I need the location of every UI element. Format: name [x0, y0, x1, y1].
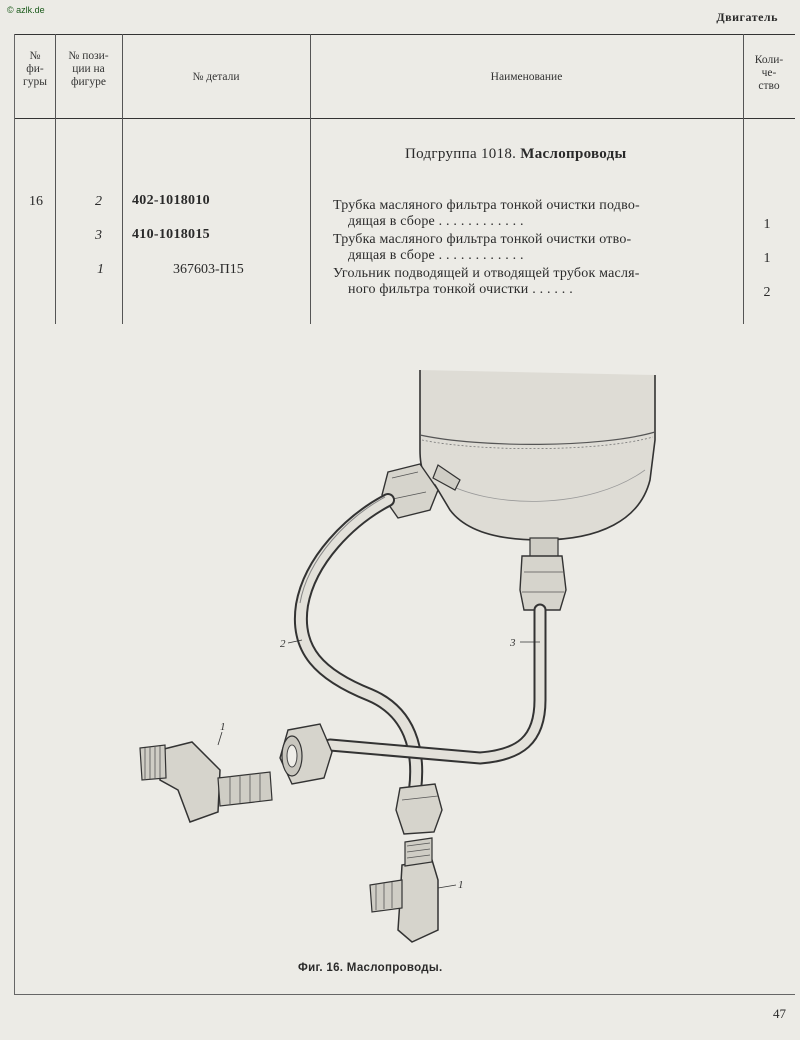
header-line: гуры [23, 76, 47, 88]
header-quantity [743, 54, 795, 93]
pipe-nut-right [520, 556, 566, 610]
elbow-fitting-left [140, 742, 272, 822]
callout-label: 1 [458, 879, 464, 891]
header-figure-no [15, 50, 55, 89]
subgroup-prefix: Подгруппа 1018. [405, 146, 517, 162]
name-line: дящая в сборе . . . . . . . . . . . . [348, 248, 524, 263]
row-part-no: 367603-П15 [173, 262, 244, 277]
watermark: © azlk.de [7, 5, 45, 15]
header-part-no: № детали [192, 71, 240, 83]
filter-housing [420, 370, 655, 560]
row-name [333, 198, 743, 230]
name-line: ного фильтра тонкой очистки . . . . . . [348, 282, 573, 297]
name-line: Трубка масляного фильтра тонкой очистки отво- [333, 232, 632, 247]
running-head: Двигатель [716, 10, 778, 24]
header-position-no [55, 50, 122, 89]
name-line: Угольник подводящей и отводящей трубок масля- [333, 266, 640, 281]
header-line: ство [758, 80, 780, 92]
header-line: ции на [72, 63, 105, 75]
name-line: дящая в сборе . . . . . . . . . . . . [348, 214, 524, 229]
header-line: че- [761, 67, 777, 79]
row-part-no: 402-1018010 [132, 193, 210, 208]
leader-line [218, 732, 222, 745]
row-position: 3 [95, 228, 102, 243]
row-name [333, 232, 743, 264]
header-line: № пози- [68, 50, 109, 62]
header-name: Наименование [490, 71, 563, 83]
callout-label: 3 [510, 637, 516, 649]
row-part-no: 410-1018015 [132, 227, 210, 242]
row-position: 2 [95, 194, 102, 209]
subgroup-name: Маслопроводы [520, 146, 627, 162]
header-line: фи- [26, 63, 44, 75]
parts-table [15, 34, 795, 324]
row-quantity: 1 [763, 251, 771, 266]
figure-number: 16 [29, 194, 43, 209]
header-line: Коли- [754, 54, 784, 66]
row-quantity: 2 [763, 285, 771, 300]
table-header-rule [15, 118, 795, 119]
name-line: Трубка масляного фильтра тонкой очистки подво- [333, 198, 640, 213]
page-frame-bottom [14, 994, 795, 995]
page-number: 47 [773, 1006, 786, 1021]
callout-label: 2 [280, 638, 286, 650]
table-top-rule [15, 34, 795, 35]
row-quantity: 1 [763, 217, 771, 232]
callout-label: 1 [220, 721, 226, 733]
figure-caption: Фиг. 16. Маслопроводы. [298, 962, 443, 974]
pipe-nut-left [280, 724, 332, 784]
row-position: 1 [97, 262, 104, 277]
oil-lines-illustration [120, 360, 680, 960]
elbow-fitting-bottom [370, 838, 438, 942]
row-name [333, 266, 743, 298]
header-line: № [29, 50, 41, 62]
leader-line [438, 885, 456, 888]
subgroup-title [405, 146, 627, 163]
pipe-nut-lower [396, 784, 442, 834]
header-line: фигуре [71, 76, 106, 88]
